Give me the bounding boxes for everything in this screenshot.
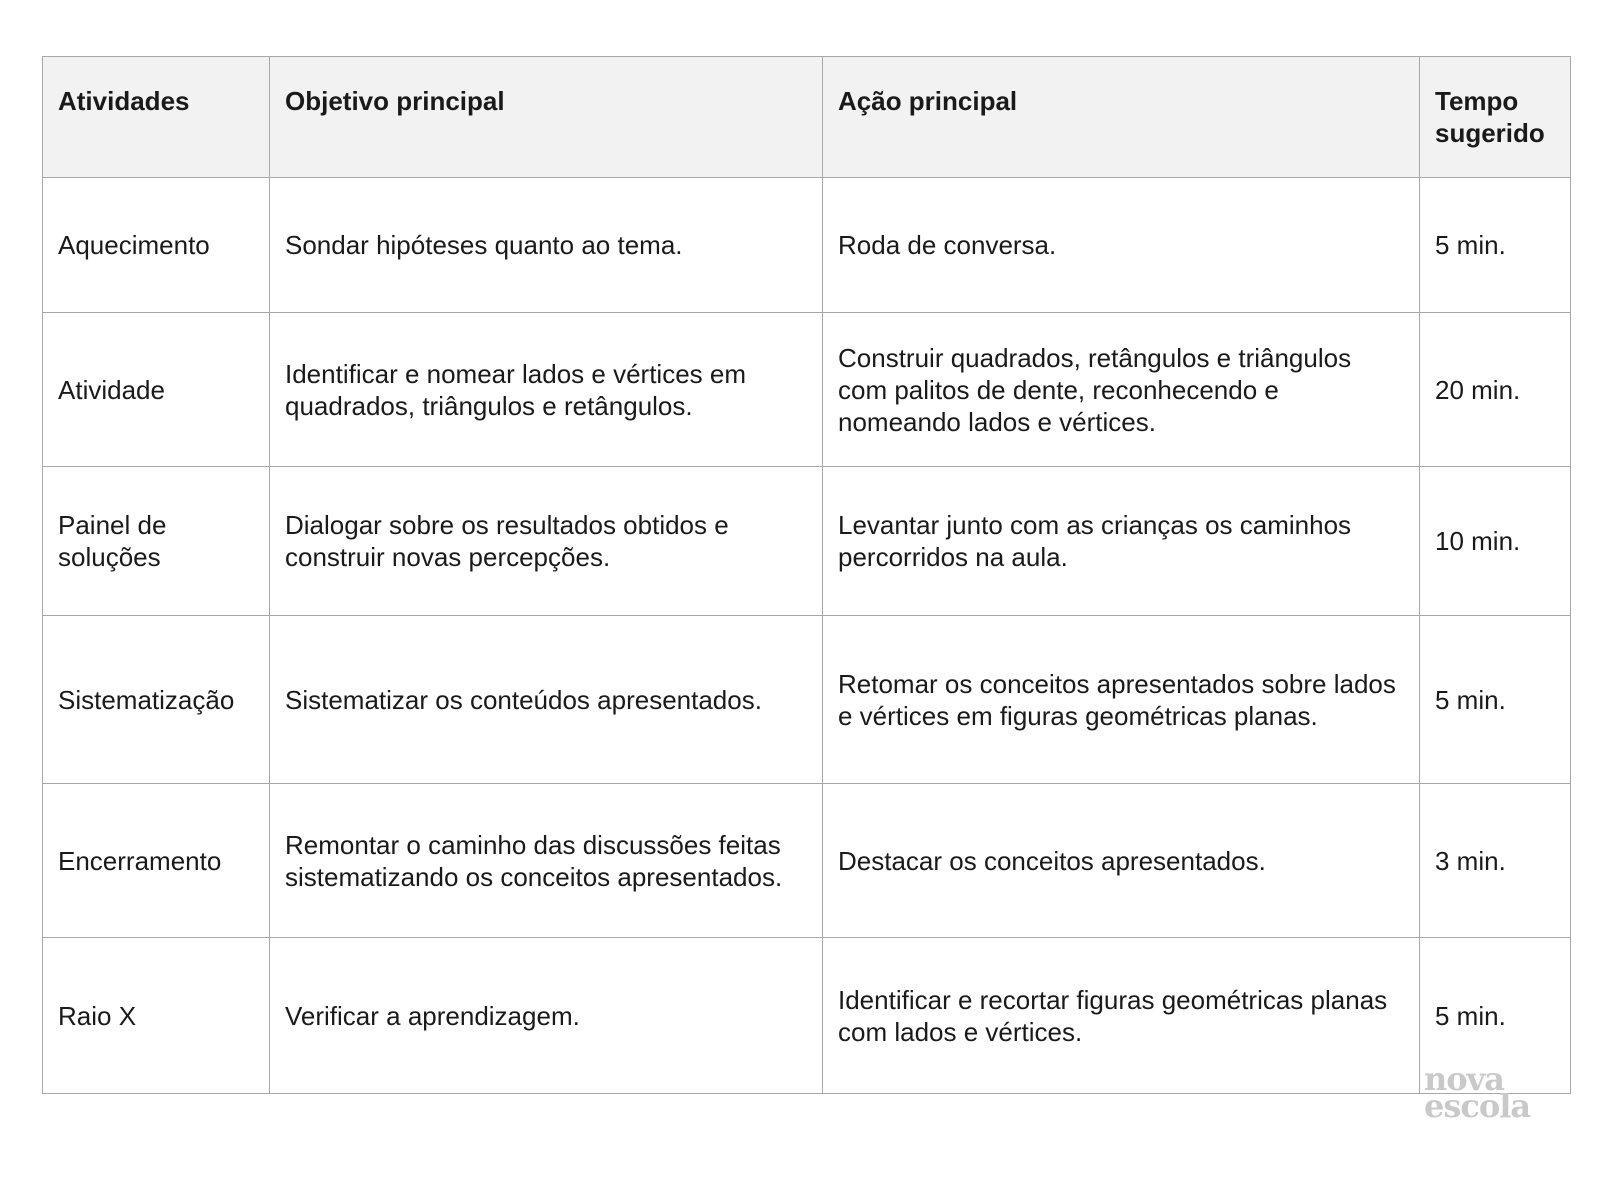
cell-objetivo: Verificar a aprendizagem. [270,938,823,1094]
table-row [43,467,1571,616]
logo-line-nova: nova [1424,1060,1504,1098]
table-row [43,938,1571,1094]
table-row [43,784,1571,938]
cell-tempo: 3 min. [1420,784,1571,938]
cell-objetivo: Sistematizar os conteúdos apresentados. [270,616,823,784]
cell-tempo: 5 min. [1420,616,1571,784]
table-body [43,178,1571,1098]
header-acao-principal: Ação principal [823,57,1420,178]
cell-atividade: Painel de soluções [43,467,270,616]
cell-atividade: Sistematização [43,616,270,784]
cell-tempo: 20 min. [1420,313,1571,467]
cell-acao: Roda de conversa. [823,178,1420,313]
cell-tempo: 5 min. [1420,178,1571,313]
table-row [43,178,1571,313]
header-tempo-sugerido: Tempo sugerido [1420,57,1571,178]
header-atividades: Atividades [43,57,270,178]
nova-escola-logo [1424,1060,1564,1125]
header-row [43,57,1571,178]
cell-tempo: 10 min. [1420,467,1571,616]
table-row [43,616,1571,784]
header-objetivo-principal: Objetivo principal [270,57,823,178]
table-header [43,57,1571,178]
cell-acao: Destacar os conceitos apresentados. [823,784,1420,938]
cell-atividade: Aquecimento [43,178,270,313]
cell-atividade: Atividade [43,313,270,467]
cell-acao: Identificar e recortar figuras geométricas planas com lados e vértices. [823,938,1420,1094]
table-row [43,313,1571,467]
cell-atividade: Encerramento [43,784,270,938]
cell-atividade: Raio X [43,938,270,1094]
cell-objetivo: Dialogar sobre os resultados obtidos e construir novas percepções. [270,467,823,616]
cell-objetivo: Identificar e nomear lados e vértices em quadrados, triângulos e retângulos. [270,313,823,467]
cell-acao: Levantar junto com as crianças os caminhos percorridos na aula. [823,467,1420,616]
cell-objetivo: Remontar o caminho das discussões feitas sistematizando os conceitos apresentados. [270,784,823,938]
logo-line-escola: escola [1424,1087,1531,1125]
cell-tempo: 5 min. [1420,938,1571,1094]
cell-objetivo: Sondar hipóteses quanto ao tema. [270,178,823,313]
cell-acao: Retomar os conceitos apresentados sobre lados e vértices em figuras geométricas planas. [823,616,1420,784]
lesson-plan-table [42,56,1571,1098]
cell-acao: Construir quadrados, retângulos e triângulos com palitos de dente, reconhecendo e nomeando lados e vértices. [823,313,1420,467]
